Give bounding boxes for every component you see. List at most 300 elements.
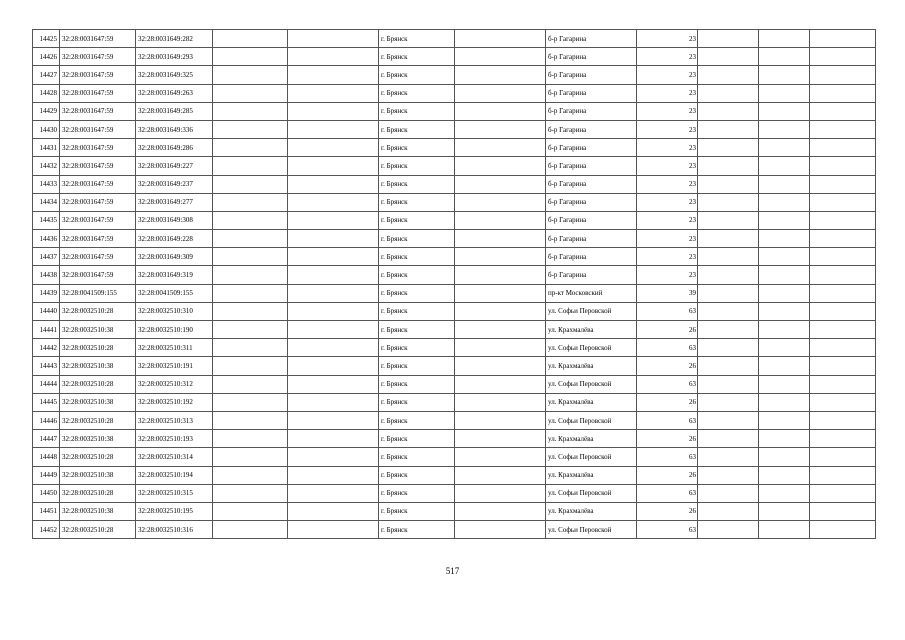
empty-cell <box>698 84 759 102</box>
street-cell: б-р Гагарина <box>546 66 637 84</box>
cadastral-number-cell: 32:28:0031649:293 <box>136 48 213 66</box>
city-cell: г. Брянск <box>379 84 455 102</box>
empty-cell <box>455 466 546 484</box>
empty-cell <box>288 411 379 429</box>
record-number-cell: 14434 <box>33 193 60 211</box>
empty-cell <box>810 120 876 138</box>
empty-cell <box>288 248 379 266</box>
house-number-cell: 23 <box>637 193 698 211</box>
street-cell: б-р Гагарина <box>546 175 637 193</box>
cadastral-number-cell: 32:28:0032510:193 <box>136 430 213 448</box>
cadastral-number-cell: 32:28:0032510:191 <box>136 357 213 375</box>
empty-cell <box>810 375 876 393</box>
record-number-cell: 14451 <box>33 502 60 520</box>
parent-cadastral-number-cell: 32:28:0031647:59 <box>60 157 136 175</box>
table-row <box>33 466 876 484</box>
empty-cell <box>698 139 759 157</box>
empty-cell <box>698 193 759 211</box>
empty-cell <box>455 66 546 84</box>
empty-cell <box>810 302 876 320</box>
empty-cell <box>759 193 810 211</box>
empty-cell <box>288 157 379 175</box>
record-number-cell: 14442 <box>33 339 60 357</box>
parent-cadastral-number-cell: 32:28:0031647:59 <box>60 102 136 120</box>
parent-cadastral-number-cell: 32:28:0032510:28 <box>60 484 136 502</box>
table-row <box>33 230 876 248</box>
cadastral-number-cell: 32:28:0032510:192 <box>136 393 213 411</box>
cadastral-number-cell: 32:28:0032510:194 <box>136 466 213 484</box>
record-number-cell: 14452 <box>33 521 60 539</box>
empty-cell <box>759 157 810 175</box>
empty-cell <box>759 357 810 375</box>
city-cell: г. Брянск <box>379 393 455 411</box>
street-cell: б-р Гагарина <box>546 84 637 102</box>
empty-cell <box>455 357 546 375</box>
empty-cell <box>213 448 288 466</box>
empty-cell <box>810 48 876 66</box>
empty-cell <box>455 393 546 411</box>
street-cell: б-р Гагарина <box>546 157 637 175</box>
table-row <box>33 521 876 539</box>
record-number-cell: 14444 <box>33 375 60 393</box>
table-row <box>33 193 876 211</box>
street-cell: ул. Крахмалёва <box>546 321 637 339</box>
table-row <box>33 430 876 448</box>
empty-cell <box>759 339 810 357</box>
empty-cell <box>213 230 288 248</box>
table-row <box>33 248 876 266</box>
record-number-cell: 14436 <box>33 230 60 248</box>
empty-cell <box>213 102 288 120</box>
parent-cadastral-number-cell: 32:28:0032510:38 <box>60 357 136 375</box>
empty-cell <box>288 430 379 448</box>
record-number-cell: 14431 <box>33 139 60 157</box>
record-number-cell: 14440 <box>33 302 60 320</box>
street-cell: ул. Крахмалёва <box>546 357 637 375</box>
empty-cell <box>455 230 546 248</box>
city-cell: г. Брянск <box>379 248 455 266</box>
empty-cell <box>759 284 810 302</box>
street-cell: б-р Гагарина <box>546 102 637 120</box>
empty-cell <box>698 339 759 357</box>
record-number-cell: 14437 <box>33 248 60 266</box>
street-cell: ул. Крахмалёва <box>546 466 637 484</box>
empty-cell <box>288 230 379 248</box>
table-row <box>33 102 876 120</box>
empty-cell <box>810 484 876 502</box>
empty-cell <box>759 321 810 339</box>
record-number-cell: 14441 <box>33 321 60 339</box>
empty-cell <box>698 266 759 284</box>
parent-cadastral-number-cell: 32:28:0032510:28 <box>60 375 136 393</box>
table-row <box>33 139 876 157</box>
house-number-cell: 23 <box>637 120 698 138</box>
parent-cadastral-number-cell: 32:28:0032510:38 <box>60 393 136 411</box>
street-cell: ул. Софьи Перовской <box>546 521 637 539</box>
empty-cell <box>455 120 546 138</box>
empty-cell <box>455 321 546 339</box>
empty-cell <box>810 448 876 466</box>
empty-cell <box>810 339 876 357</box>
table-row <box>33 393 876 411</box>
street-cell: ул. Софьи Перовской <box>546 448 637 466</box>
empty-cell <box>810 139 876 157</box>
empty-cell <box>810 66 876 84</box>
house-number-cell: 63 <box>637 339 698 357</box>
city-cell: г. Брянск <box>379 302 455 320</box>
city-cell: г. Брянск <box>379 484 455 502</box>
street-cell: ул. Софьи Перовской <box>546 375 637 393</box>
street-cell: б-р Гагарина <box>546 230 637 248</box>
city-cell: г. Брянск <box>379 430 455 448</box>
street-cell: ул. Крахмалёва <box>546 393 637 411</box>
table-row <box>33 30 876 48</box>
empty-cell <box>759 375 810 393</box>
empty-cell <box>213 66 288 84</box>
record-number-cell: 14446 <box>33 411 60 429</box>
cadastral-number-cell: 32:28:0032510:312 <box>136 375 213 393</box>
empty-cell <box>213 411 288 429</box>
empty-cell <box>759 102 810 120</box>
table-row <box>33 502 876 520</box>
empty-cell <box>759 139 810 157</box>
city-cell: г. Брянск <box>379 120 455 138</box>
parent-cadastral-number-cell: 32:28:0032510:28 <box>60 448 136 466</box>
empty-cell <box>288 211 379 229</box>
table-row <box>33 411 876 429</box>
empty-cell <box>698 357 759 375</box>
city-cell: г. Брянск <box>379 466 455 484</box>
empty-cell <box>455 48 546 66</box>
cadastral-number-cell: 32:28:0031649:263 <box>136 84 213 102</box>
table-row <box>33 84 876 102</box>
empty-cell <box>288 48 379 66</box>
empty-cell <box>759 302 810 320</box>
empty-cell <box>288 321 379 339</box>
cadastral-number-cell: 32:28:0031649:308 <box>136 211 213 229</box>
empty-cell <box>698 30 759 48</box>
cadastral-number-cell: 32:28:0032510:316 <box>136 521 213 539</box>
empty-cell <box>288 266 379 284</box>
city-cell: г. Брянск <box>379 411 455 429</box>
empty-cell <box>455 30 546 48</box>
record-number-cell: 14427 <box>33 66 60 84</box>
empty-cell <box>288 175 379 193</box>
empty-cell <box>810 84 876 102</box>
cadastral-number-cell: 32:28:0032510:315 <box>136 484 213 502</box>
empty-cell <box>455 211 546 229</box>
empty-cell <box>288 193 379 211</box>
city-cell: г. Брянск <box>379 339 455 357</box>
record-number-cell: 14448 <box>33 448 60 466</box>
parent-cadastral-number-cell: 32:28:0031647:59 <box>60 120 136 138</box>
cadastral-number-cell: 32:28:0031649:325 <box>136 66 213 84</box>
registry-table-body <box>33 30 876 539</box>
empty-cell <box>213 175 288 193</box>
record-number-cell: 14430 <box>33 120 60 138</box>
cadastral-number-cell: 32:28:0032510:195 <box>136 502 213 520</box>
table-row <box>33 448 876 466</box>
empty-cell <box>698 284 759 302</box>
parent-cadastral-number-cell: 32:28:0031647:59 <box>60 230 136 248</box>
empty-cell <box>213 139 288 157</box>
empty-cell <box>455 84 546 102</box>
street-cell: пр-кт Московский <box>546 284 637 302</box>
empty-cell <box>698 230 759 248</box>
parent-cadastral-number-cell: 32:28:0031647:59 <box>60 48 136 66</box>
empty-cell <box>810 266 876 284</box>
street-cell: б-р Гагарина <box>546 211 637 229</box>
empty-cell <box>698 466 759 484</box>
street-cell: ул. Софьи Перовской <box>546 411 637 429</box>
empty-cell <box>698 48 759 66</box>
empty-cell <box>213 30 288 48</box>
street-cell: б-р Гагарина <box>546 30 637 48</box>
empty-cell <box>288 484 379 502</box>
empty-cell <box>759 393 810 411</box>
house-number-cell: 26 <box>637 502 698 520</box>
empty-cell <box>213 339 288 357</box>
parent-cadastral-number-cell: 32:28:0031647:59 <box>60 139 136 157</box>
house-number-cell: 26 <box>637 321 698 339</box>
empty-cell <box>213 193 288 211</box>
empty-cell <box>288 284 379 302</box>
city-cell: г. Брянск <box>379 157 455 175</box>
empty-cell <box>759 502 810 520</box>
empty-cell <box>455 266 546 284</box>
record-number-cell: 14435 <box>33 211 60 229</box>
page-number: 517 <box>445 566 460 576</box>
table-row <box>33 302 876 320</box>
empty-cell <box>810 211 876 229</box>
street-cell: б-р Гагарина <box>546 139 637 157</box>
empty-cell <box>213 375 288 393</box>
empty-cell <box>213 157 288 175</box>
empty-cell <box>213 48 288 66</box>
cadastral-number-cell: 32:28:0032510:314 <box>136 448 213 466</box>
parent-cadastral-number-cell: 32:28:0031647:59 <box>60 193 136 211</box>
cadastral-number-cell: 32:28:0032510:313 <box>136 411 213 429</box>
empty-cell <box>810 357 876 375</box>
empty-cell <box>213 502 288 520</box>
empty-cell <box>213 357 288 375</box>
city-cell: г. Брянск <box>379 66 455 84</box>
cadastral-number-cell: 32:28:0031649:319 <box>136 266 213 284</box>
empty-cell <box>288 339 379 357</box>
empty-cell <box>759 84 810 102</box>
parent-cadastral-number-cell: 32:28:0032510:38 <box>60 502 136 520</box>
city-cell: г. Брянск <box>379 30 455 48</box>
empty-cell <box>213 120 288 138</box>
house-number-cell: 23 <box>637 48 698 66</box>
empty-cell <box>455 157 546 175</box>
empty-cell <box>810 284 876 302</box>
empty-cell <box>810 466 876 484</box>
house-number-cell: 23 <box>637 211 698 229</box>
empty-cell <box>213 248 288 266</box>
empty-cell <box>213 266 288 284</box>
parent-cadastral-number-cell: 32:28:0032510:28 <box>60 411 136 429</box>
empty-cell <box>698 120 759 138</box>
empty-cell <box>455 411 546 429</box>
cadastral-number-cell: 32:28:0031649:336 <box>136 120 213 138</box>
empty-cell <box>759 175 810 193</box>
empty-cell <box>288 393 379 411</box>
record-number-cell: 14443 <box>33 357 60 375</box>
house-number-cell: 26 <box>637 357 698 375</box>
empty-cell <box>810 102 876 120</box>
empty-cell <box>759 120 810 138</box>
house-number-cell: 26 <box>637 393 698 411</box>
empty-cell <box>213 321 288 339</box>
empty-cell <box>698 302 759 320</box>
street-cell: б-р Гагарина <box>546 193 637 211</box>
street-cell: ул. Софьи Перовской <box>546 484 637 502</box>
registry-table <box>32 29 876 539</box>
house-number-cell: 63 <box>637 411 698 429</box>
empty-cell <box>213 211 288 229</box>
street-cell: б-р Гагарина <box>546 120 637 138</box>
empty-cell <box>213 430 288 448</box>
table-row <box>33 284 876 302</box>
empty-cell <box>288 302 379 320</box>
parent-cadastral-number-cell: 32:28:0031647:59 <box>60 248 136 266</box>
empty-cell <box>455 175 546 193</box>
empty-cell <box>455 339 546 357</box>
house-number-cell: 23 <box>637 248 698 266</box>
table-row <box>33 484 876 502</box>
empty-cell <box>759 211 810 229</box>
empty-cell <box>455 302 546 320</box>
parent-cadastral-number-cell: 32:28:0041509:155 <box>60 284 136 302</box>
cadastral-number-cell: 32:28:0032510:190 <box>136 321 213 339</box>
empty-cell <box>759 448 810 466</box>
empty-cell <box>213 302 288 320</box>
house-number-cell: 23 <box>637 84 698 102</box>
street-cell: ул. Софьи Перовской <box>546 339 637 357</box>
street-cell: ул. Крахмалёва <box>546 502 637 520</box>
empty-cell <box>759 466 810 484</box>
empty-cell <box>455 448 546 466</box>
cadastral-number-cell: 32:28:0031649:286 <box>136 139 213 157</box>
empty-cell <box>698 430 759 448</box>
empty-cell <box>759 411 810 429</box>
empty-cell <box>698 375 759 393</box>
table-row <box>33 339 876 357</box>
parent-cadastral-number-cell: 32:28:0032510:38 <box>60 466 136 484</box>
empty-cell <box>288 139 379 157</box>
cadastral-number-cell: 32:28:0031649:228 <box>136 230 213 248</box>
empty-cell <box>288 375 379 393</box>
city-cell: г. Брянск <box>379 211 455 229</box>
table-row <box>33 211 876 229</box>
cadastral-number-cell: 32:28:0031649:282 <box>136 30 213 48</box>
empty-cell <box>698 521 759 539</box>
empty-cell <box>698 175 759 193</box>
city-cell: г. Брянск <box>379 230 455 248</box>
table-row <box>33 321 876 339</box>
empty-cell <box>213 84 288 102</box>
empty-cell <box>698 248 759 266</box>
city-cell: г. Брянск <box>379 375 455 393</box>
house-number-cell: 23 <box>637 266 698 284</box>
city-cell: г. Брянск <box>379 357 455 375</box>
empty-cell <box>455 430 546 448</box>
street-cell: б-р Гагарина <box>546 48 637 66</box>
empty-cell <box>288 30 379 48</box>
city-cell: г. Брянск <box>379 502 455 520</box>
table-row <box>33 266 876 284</box>
empty-cell <box>455 521 546 539</box>
house-number-cell: 63 <box>637 375 698 393</box>
record-number-cell: 14449 <box>33 466 60 484</box>
empty-cell <box>698 393 759 411</box>
cadastral-number-cell: 32:28:0032510:310 <box>136 302 213 320</box>
empty-cell <box>288 521 379 539</box>
house-number-cell: 26 <box>637 466 698 484</box>
house-number-cell: 39 <box>637 284 698 302</box>
street-cell: б-р Гагарина <box>546 266 637 284</box>
empty-cell <box>213 284 288 302</box>
empty-cell <box>759 66 810 84</box>
cadastral-number-cell: 32:28:0031649:237 <box>136 175 213 193</box>
empty-cell <box>810 321 876 339</box>
empty-cell <box>759 430 810 448</box>
parent-cadastral-number-cell: 32:28:0032510:28 <box>60 302 136 320</box>
record-number-cell: 14429 <box>33 102 60 120</box>
city-cell: г. Брянск <box>379 48 455 66</box>
record-number-cell: 14432 <box>33 157 60 175</box>
empty-cell <box>810 30 876 48</box>
house-number-cell: 63 <box>637 521 698 539</box>
empty-cell <box>759 484 810 502</box>
empty-cell <box>455 375 546 393</box>
empty-cell <box>213 521 288 539</box>
empty-cell <box>759 230 810 248</box>
parent-cadastral-number-cell: 32:28:0031647:59 <box>60 266 136 284</box>
empty-cell <box>288 84 379 102</box>
empty-cell <box>810 521 876 539</box>
house-number-cell: 63 <box>637 302 698 320</box>
empty-cell <box>213 484 288 502</box>
house-number-cell: 23 <box>637 66 698 84</box>
empty-cell <box>698 321 759 339</box>
empty-cell <box>810 193 876 211</box>
cadastral-number-cell: 32:28:0031649:227 <box>136 157 213 175</box>
empty-cell <box>455 139 546 157</box>
empty-cell <box>698 211 759 229</box>
house-number-cell: 23 <box>637 139 698 157</box>
empty-cell <box>698 102 759 120</box>
parent-cadastral-number-cell: 32:28:0032510:28 <box>60 521 136 539</box>
empty-cell <box>759 266 810 284</box>
table-row <box>33 357 876 375</box>
empty-cell <box>698 157 759 175</box>
empty-cell <box>759 248 810 266</box>
street-cell: б-р Гагарина <box>546 248 637 266</box>
empty-cell <box>455 102 546 120</box>
city-cell: г. Брянск <box>379 102 455 120</box>
empty-cell <box>288 66 379 84</box>
empty-cell <box>455 193 546 211</box>
empty-cell <box>810 175 876 193</box>
house-number-cell: 23 <box>637 157 698 175</box>
empty-cell <box>810 411 876 429</box>
empty-cell <box>698 66 759 84</box>
record-number-cell: 14439 <box>33 284 60 302</box>
empty-cell <box>759 48 810 66</box>
table-row <box>33 66 876 84</box>
